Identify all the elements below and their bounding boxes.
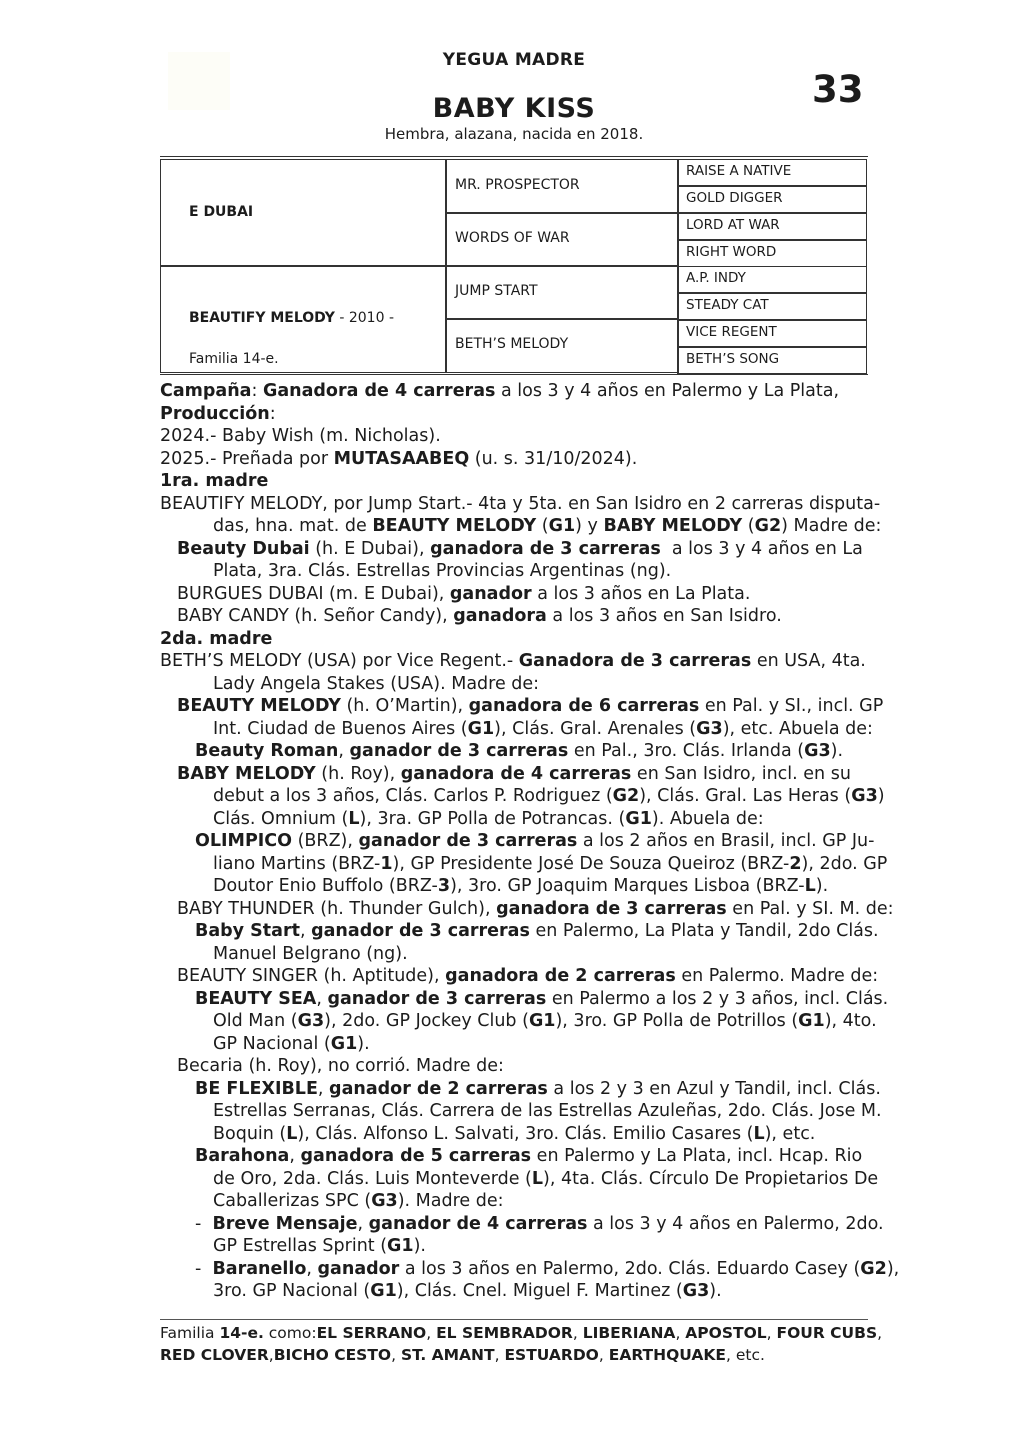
- footer-como: como:: [263, 1324, 317, 1342]
- text-line: Lady Angela Stakes (USA). Madre de:: [213, 673, 540, 694]
- text-line: Becaria (h. Roy), no corrió. Madre de:: [177, 1056, 504, 1076]
- sire-dam-cell: [445, 212, 679, 267]
- text-line: Boquin (L), Clás. Alfonso L. Salvati, 3ro. Clás. Emilio Casares (L), etc.: [213, 1123, 816, 1144]
- text-line: BABY CANDY (h. Señor Candy), ganadora a los 3 años en San Isidro.: [177, 606, 782, 626]
- footer-line-2: RED CLOVER,BICHO CESTO, ST. AMANT, ESTUARDO, EARTHQUAKE, etc.: [160, 1346, 765, 1364]
- production-2025: [160, 448, 870, 471]
- dam-sire-name: JUMP START: [455, 283, 538, 299]
- pedigree-table: [160, 156, 868, 378]
- text-line: GP Estrellas Sprint (G1).: [213, 1236, 426, 1256]
- text-line: Estrellas Serranas, Clás. Carrera de las Estrellas Azuleñas, 2do. Clás. Jose M.: [213, 1101, 882, 1121]
- text-line: BETH’S MELODY (USA) por Vice Regent.- Ganadora de 3 carreras en USA, 4ta.: [160, 651, 866, 671]
- dam-name: BEAUTIFY MELODY: [189, 310, 335, 326]
- text-line: BABY MELODY (h. Roy), ganadora de 4 carreras en San Isidro, incl. en su: [177, 763, 851, 784]
- production-label: Producción: [160, 403, 270, 424]
- family-member: EL SERRANO: [316, 1324, 427, 1342]
- bottom-rule: [160, 374, 868, 375]
- text-line: Clás. Omnium (L), 3ra. GP Polla de Potrancas. (G1). Abuela de:: [213, 808, 764, 829]
- text-line: Plata, 3ra. Clás. Estrellas Provincias Argentinas (ng).: [213, 561, 672, 581]
- text-line: - Breve Mensaje, ganador de 4 carreras a los 3 y 4 años en Palermo, 2do.: [195, 1213, 884, 1234]
- lot-number: 33: [812, 68, 864, 111]
- gen3-cell: VICE REGENT: [677, 320, 867, 347]
- campaign-label: Campaña: [160, 381, 252, 401]
- text-line: Barahona, ganadora de 5 carreras en Palermo y La Plata, incl. Hcap. Rio: [195, 1146, 863, 1166]
- text-line: Beauty Dubai (h. E Dubai), ganadora de 3 carreras a los 3 y 4 años en La: [177, 538, 863, 559]
- family-member: EL SEMBRADOR: [436, 1324, 573, 1342]
- sire-sire-name: MR. PROSPECTOR: [455, 177, 580, 193]
- catalog-body: [160, 380, 900, 1303]
- sire-cell: [160, 159, 447, 267]
- top-rule: [160, 156, 868, 157]
- text-line: de Oro, 2da. Clás. Luis Monteverde (L), 4ta. Clás. Círculo De Propietarios De: [213, 1168, 879, 1189]
- section-label: YEGUA MADRE: [442, 50, 586, 70]
- family-member: FOUR CUBS: [776, 1324, 878, 1342]
- sire-name: E DUBAI: [189, 204, 254, 220]
- text-line: - Baranello, ganador a los 3 años en Palermo, 2do. Clás. Eduardo Casey (G2),: [195, 1258, 900, 1279]
- dam-family: Familia 14-e.: [189, 351, 279, 367]
- production-2025-text: 2025.- Preñada por: [160, 448, 334, 469]
- gen3-cell: GOLD DIGGER: [677, 186, 867, 213]
- gen3-cell: RIGHT WORD: [677, 240, 867, 267]
- text-line: Old Man (G3), 2do. GP Jockey Club (G1), 3ro. GP Polla de Potrillos (G1), 4to.: [213, 1011, 877, 1031]
- dam-line: [189, 310, 394, 326]
- family-member: ESTUARDO: [504, 1346, 599, 1364]
- text-line: OLIMPICO (BRZ), ganador de 3 carreras a los 2 años en Brasil, incl. GP Ju-: [195, 831, 875, 851]
- first-dam-heading: 1ra. madre: [160, 471, 269, 491]
- dam-dam-cell: [445, 318, 679, 373]
- second-dam-heading: 2da. madre: [160, 628, 273, 649]
- text-line: 3ro. GP Nacional (G1), Clás. Cnel. Miguel F. Martinez (G3).: [213, 1281, 722, 1301]
- text-line: BEAUTY SEA, ganador de 3 carreras en Palermo a los 2 y 3 años, incl. Clás.: [195, 988, 889, 1009]
- text-line: liano Martins (BRZ-1), GP Presidente José De Souza Queiroz (BRZ-2), 2do. GP: [213, 853, 888, 874]
- text-line: Beauty Roman, ganador de 3 carreras en Pal., 3ro. Clás. Irlanda (G3).: [195, 741, 844, 761]
- dam-year: - 2010 -: [334, 310, 394, 326]
- text-line: Baby Start, ganador de 3 carreras en Palermo, La Plata y Tandil, 2do Clás.: [195, 921, 879, 941]
- family-footer: [160, 1322, 883, 1366]
- sire-dam-name: WORDS OF WAR: [455, 230, 570, 246]
- covering-stallion: MUTASAABEQ: [333, 448, 470, 469]
- dam-sire-cell: [445, 265, 679, 320]
- production-heading: Producción:: [160, 403, 276, 424]
- text-line: debut a los 3 años, Clás. Carlos P. Rodriguez (G2), Clás. Gral. Las Heras (G3): [213, 786, 885, 806]
- text-line: BEAUTY SINGER (h. Aptitude), ganadora de 2 carreras en Palermo. Madre de:: [177, 966, 879, 986]
- text-line: Caballerizas SPC (G3). Madre de:: [213, 1191, 504, 1211]
- gen3-cell: STEADY CAT: [677, 293, 867, 320]
- footer-rule: [160, 1319, 868, 1320]
- text-line: Manuel Belgrano (ng).: [213, 943, 408, 964]
- text-line: GP Nacional (G1).: [213, 1033, 370, 1054]
- footer-line-1: Familia 14-e. como:EL SERRANO, EL SEMBRADOR, LIBERIANA, APOSTOL, FOUR CUBS,: [160, 1324, 883, 1342]
- text-line: BEAUTIFY MELODY, por Jump Start.- 4ta y 5ta. en San Isidro en 2 carreras disputa-: [160, 493, 881, 514]
- text-line: Doutor Enio Buffolo (BRZ-3), 3ro. GP Joaquim Marques Lisboa (BRZ-L).: [213, 876, 829, 896]
- footer-family: 14-e.: [219, 1324, 264, 1342]
- gen3-cell: LORD AT WAR: [677, 213, 867, 240]
- family-member: EARTHQUAKE: [608, 1346, 726, 1364]
- family-member: ST. AMANT: [400, 1346, 495, 1364]
- sire-sire-cell: [445, 159, 679, 214]
- covering-date: (u. s. 31/10/2024).: [469, 448, 638, 469]
- campaign-line: Campaña: Ganadora de 4 carreras a los 3 y 4 años en Palermo y La Plata,: [160, 381, 840, 401]
- text-line: BURGUES DUBAI (m. E Dubai), ganador a los 3 años en La Plata.: [177, 583, 751, 604]
- horse-name: BABY KISS: [432, 93, 596, 124]
- text-line: BE FLEXIBLE, ganador de 2 carreras a los 2 y 3 en Azul y Tandil, incl. Clás.: [195, 1078, 881, 1099]
- text-line: BEAUTY MELODY (h. O’Martin), ganadora de 6 carreras en Pal. y SI., incl. GP: [177, 696, 884, 716]
- footer-prefix: Familia: [160, 1324, 220, 1342]
- text-line: Int. Ciudad de Buenos Aires (G1), Clás. Gral. Arenales (G3), etc. Abuela de:: [213, 718, 873, 739]
- campaign-detail: a los 3 y 4 años en Palermo y La Plata,: [495, 381, 840, 401]
- dam-cell: [160, 265, 447, 373]
- gen3-cell: A.P. INDY: [677, 266, 867, 293]
- text-line: das, hna. mat. de BEAUTY MELODY (G1) y BABY MELODY (G2) Madre de:: [213, 516, 882, 536]
- gen3-cell: RAISE A NATIVE: [677, 159, 867, 186]
- production-2024: 2024.- Baby Wish (m. Nicholas).: [160, 426, 441, 446]
- gen3-cell: BETH’S SONG: [677, 347, 867, 374]
- family-member: RED CLOVER: [160, 1346, 269, 1364]
- horse-description: Hembra, alazana, nacida en 2018.: [384, 125, 644, 143]
- campaign-wins: Ganadora de 4 carreras: [262, 381, 496, 401]
- family-member: LIBERIANA: [582, 1324, 676, 1342]
- text-line: BABY THUNDER (h. Thunder Gulch), ganadora de 3 carreras en Pal. y SI. M. de:: [177, 898, 894, 919]
- family-member: APOSTOL: [685, 1324, 767, 1342]
- footer-etc: , etc.: [725, 1346, 765, 1364]
- dam-dam-name: BETH’S MELODY: [455, 336, 569, 352]
- family-member: BICHO CESTO: [273, 1346, 392, 1364]
